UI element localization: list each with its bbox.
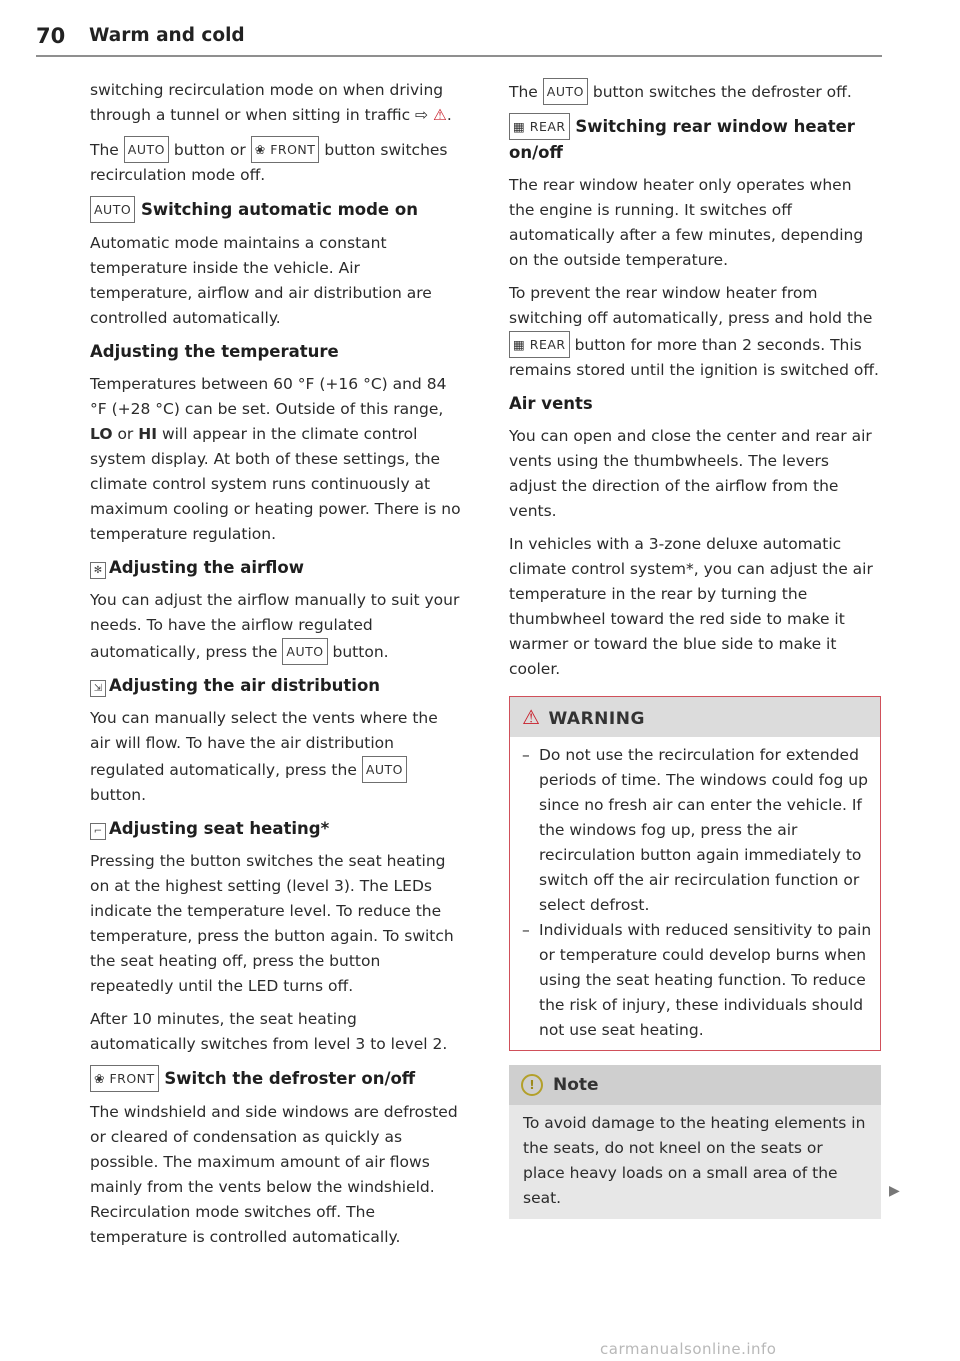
air-distribution-icon: ⇲ [90,680,106,697]
windshield-defrost-icon: ❀ [94,1071,105,1086]
section-heading-air-vents: Air vents [509,394,593,413]
chapter-title: Warm and cold [89,25,245,46]
paragraph: switching recirculation mode on when driving through a tunnel or when sitting in traffic ⇨ ⚠. [90,81,452,124]
paragraph: After 10 minutes, the seat heating automatically switches from level 3 to level 2. [90,1010,448,1053]
warning-box [509,696,881,1051]
front-key: ❀ FRONT [251,136,320,163]
auto-key: AUTO [124,136,169,163]
section-heading-temperature: Adjusting the temperature [90,342,339,361]
note-box [509,1065,881,1219]
auto-key: AUTO [90,196,135,223]
section-heading-airflow: ✻ Adjusting the airflow [90,555,462,580]
seat-heating-icon: ⌐ [90,823,106,840]
note-text: To avoid damage to the heating elements in the seats, do not kneel on the seats or place heavy loads on a small area of the seat. [523,1114,866,1207]
paragraph: Automatic mode maintains a constant temperature inside the vehicle. Air temperature, airflow and air distribution are controlled automatically. [90,234,432,327]
warning-list [510,737,880,1050]
auto-key: AUTO [282,638,327,665]
section-heading-defroster: ❀ FRONT Switch the defroster on/off [90,1065,462,1092]
watermark: carmanualsonline.info [600,1340,777,1358]
rear-key: ▦ REAR [509,113,570,140]
fan-icon: ✻ [90,562,106,579]
paragraph: The windshield and side windows are defrosted or cleared of condensation as quickly as possible. The maximum amount of air flows mainly from the vents below the windshield. Recirculation mode switches off. The temperature is controlled automatically. [90,1103,458,1246]
auto-key: AUTO [362,756,407,783]
paragraph: Temperatures between 60 °F (+16 °C) and 84 °F (+28 °C) can be set. Outside of this range, LO or HI will appear in the climate control system display. At both of these settings, the climate control system runs continuously at maximum cooling or heating power. There is no temperature regulation. [90,375,461,543]
paragraph: To prevent the rear window heater from switching off automatically, press and hold the ▦ REAR button for more than 2 seconds. This remains stored until the ignition is switched off. [509,284,879,379]
paragraph: Pressing the button switches the seat heating on at the highest setting (level 3). The LEDs indicate the temperature level. To reduce the temperature, press the button again. To switch the seat heating off, press the button repeatedly until the LED turns off. [90,852,454,995]
warning-header: ⚠ WARNING [510,697,880,737]
section-heading-rear-heater: ▦ REAR Switching rear window heater on/off [509,113,881,165]
warning-triangle-icon: ⚠ [432,106,447,124]
header-rule [36,55,882,57]
paragraph: In vehicles with a 3-zone deluxe automatic climate control system*, you can adjust the air temperature in the rear by turning the thumbwheel toward the red side to make it warmer or toward the blue side to make it cooler. [509,535,873,678]
windshield-defrost-icon: ❀ [254,142,266,157]
paragraph: The AUTO button or ❀ FRONT button switches recirculation mode off. [90,136,462,188]
right-column [509,78,881,1219]
left-column [90,78,462,1258]
section-heading-distribution: ⇲ Adjusting the air distribution [90,673,462,698]
page-number: 70 [36,24,66,48]
rear-window-icon: ▦ [513,337,526,352]
rear-window-icon: ▦ [513,119,526,134]
warning-triangle-icon: ⚠ [522,705,541,729]
exclamation-circle-icon: ! [521,1074,543,1096]
paragraph: You can open and close the center and rear air vents using the thumbwheels. The levers adjust the direction of the airflow from the vents. [509,427,872,520]
warning-item: – Individuals with reduced sensitivity to pain or temperature could develop burns when using the seat heating function. To reduce the risk of injury, these individuals should not use seat heating. [522,921,872,1039]
rear-key: ▦ REAR [509,331,570,358]
section-heading-seat-heating: ⌐ Adjusting seat heating* [90,816,462,841]
page-header [36,24,882,56]
paragraph: The rear window heater only operates when the engine is running. It switches off automatically after a few minutes, depending on the outside temperature. [509,176,864,269]
section-heading-auto: AUTO Switching automatic mode on [90,196,462,223]
auto-key: AUTO [543,78,588,105]
paragraph: You can manually select the vents where the air will flow. To have the air distribution regulated automatically, press the AUTO button. [90,709,438,804]
paragraph: The AUTO button switches the defroster off. [509,78,881,105]
next-page-arrow-icon: ▶ [889,1183,900,1199]
warning-item: – Do not use the recirculation for extended periods of time. The windows could fog up since no fresh air can enter the vehicle. If the windows fog up, press the air recirculation button again immediately to switch off the air recirculation function or select defrost. [522,746,868,914]
note-header: ! Note [509,1065,881,1105]
front-key: ❀ FRONT [90,1065,159,1092]
paragraph: You can adjust the airflow manually to suit your needs. To have the airflow regulated automatically, press the AUTO button. [90,588,462,665]
